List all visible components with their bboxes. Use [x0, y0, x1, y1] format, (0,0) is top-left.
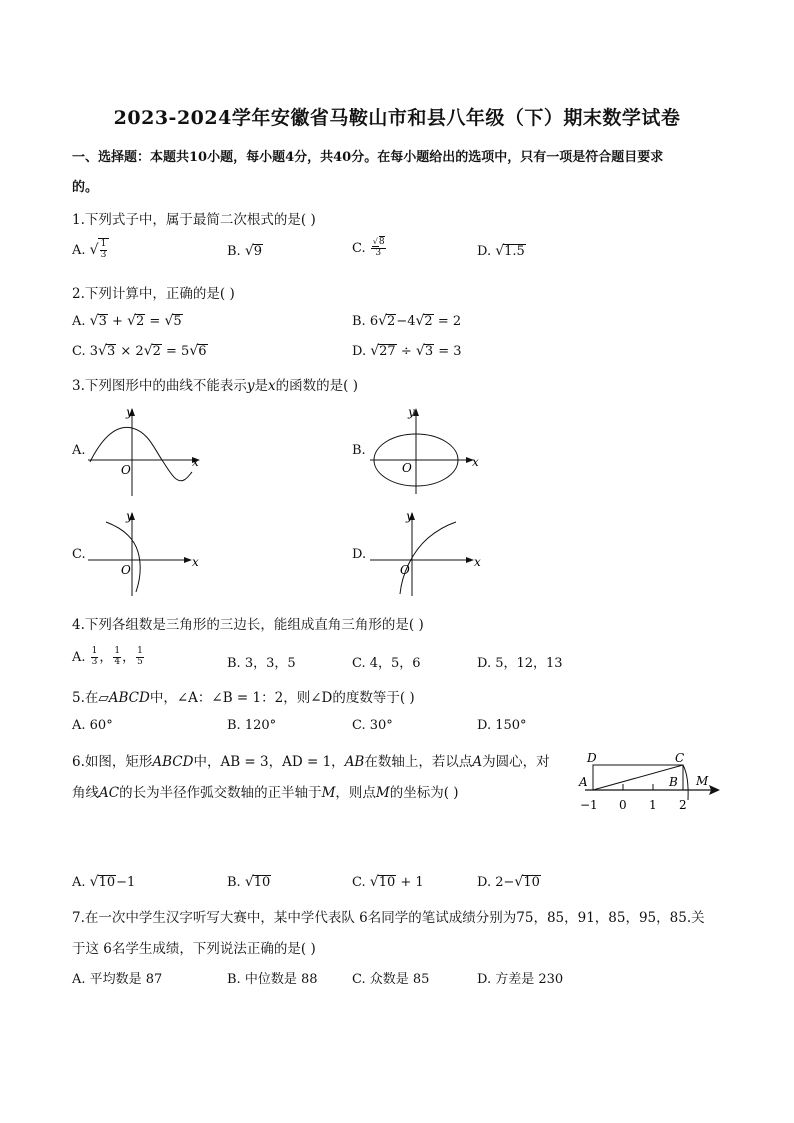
q1-b-radicand: 9: [253, 244, 263, 259]
q6-option-b[interactable]: B. √10: [227, 874, 271, 890]
q1-option-a[interactable]: A. √ $\frac{1}{3}$: [72, 238, 109, 261]
q2-option-c[interactable]: C. 3√3 × 2√2 = 5√6: [72, 343, 207, 359]
q4-stem: 4.下列各组数是三角形的三边长，能组成直角三角形的是( ): [72, 617, 424, 633]
q1-b-label: B.: [227, 244, 241, 259]
q1-a-fraction: $\frac{1}{3}$: [100, 239, 107, 260]
q1-option-c[interactable]: [352, 238, 387, 259]
q6-figure: [575, 748, 725, 816]
q7-stem-line2: 于这 6名学生成绩，下列说法正确的是( ): [72, 941, 316, 957]
q3-graph-d-label[interactable]: D.: [352, 547, 367, 562]
q6-label-d: D: [587, 751, 597, 765]
q6-option-d[interactable]: D. 2−√10: [477, 874, 540, 890]
q6-tick-0: 0: [619, 798, 627, 812]
q3-c-y-label: y: [126, 509, 133, 523]
q6-label-b: B: [669, 775, 678, 789]
q7-option-d[interactable]: D. 方差是 230: [477, 972, 564, 987]
q3-graph-a: [88, 404, 208, 496]
q1-a-label: A.: [72, 242, 86, 258]
q3-stem: 3.下列图形中的曲线不能表示y是x的函数的是( ): [72, 378, 358, 394]
q3-b-y-label: y: [408, 405, 415, 419]
q7-stem-line1: 7.在一次中学生汉字听写大赛中，某中学代表队 6名同学的笔试成绩分别为75，85，91，85，95，85.关: [72, 910, 705, 926]
q6-label-c: C: [675, 751, 685, 765]
q7-option-c[interactable]: C. 众数是 85: [352, 972, 430, 987]
q6-stem-line2: 角线AC的长为半径作弧交数轴的正半轴于M，则点M的坐标为( ): [72, 785, 459, 801]
q1-option-d[interactable]: D. √1.5: [477, 243, 525, 259]
q4-option-d[interactable]: D. 5，12，13: [477, 656, 563, 671]
q3-graph-c-label[interactable]: C.: [72, 547, 86, 562]
q2-option-a[interactable]: A. √3 + √2 = √5: [72, 313, 182, 329]
page-title: 2023-2024学年安徽省马鞍山市和县八年级（下）期末数学试卷: [113, 107, 681, 129]
q3-b-x-label: x: [472, 455, 479, 469]
q1-d-radicand: 1.5: [504, 244, 525, 259]
q7-option-b[interactable]: B. 中位数是 88: [227, 972, 318, 987]
q1-d-label: D.: [477, 244, 492, 259]
q3-d-origin: O: [400, 563, 410, 577]
section-heading-line2: 的。: [72, 180, 99, 195]
q3-d-x-label: x: [474, 555, 481, 569]
q4-option-b[interactable]: B. 3，3，5: [227, 656, 296, 671]
q2-option-d[interactable]: D. √27 ÷ √3 = 3: [352, 343, 462, 359]
q3-c-origin: O: [121, 563, 131, 577]
section-heading-line1: 一、选择题：本题共10小题，每小题4分，共40分。在每小题给出的选项中，只有一项是符合题目要求: [72, 150, 664, 165]
q3-graph-c: [88, 508, 208, 600]
q3-d-y-label: y: [406, 509, 413, 523]
q3-graph-a-label[interactable]: A.: [72, 443, 86, 458]
q1-c-fraction: $\frac{√8}{3}$: [372, 237, 385, 258]
q6-tick-1: 1: [649, 798, 657, 812]
q3-a-x-label: x: [192, 455, 199, 469]
q3-graph-b-label[interactable]: B.: [352, 443, 366, 458]
q6-option-c[interactable]: C. √10 + 1: [352, 874, 424, 890]
q4-option-a[interactable]: A. $\frac{1}{3}$ ， $\frac{1}{4}$ ， $\frac{1}{5}$: [72, 646, 143, 667]
q7-option-a[interactable]: A. 平均数是 87: [72, 972, 163, 987]
q1-c-label: C.: [352, 240, 366, 256]
q4-option-c[interactable]: C. 4，5，6: [352, 656, 421, 671]
q6-stem-line1: 6.如图，矩形ABCD中，AB = 3，AD = 1，AB在数轴上，若以点A为圆心，对: [72, 754, 550, 770]
q2-option-b[interactable]: B. 6√2−4√2 = 2: [352, 313, 462, 329]
q1-option-b[interactable]: B. √9: [227, 243, 263, 259]
q5-option-b[interactable]: B. 120°: [227, 718, 277, 733]
q3-c-x-label: x: [192, 555, 199, 569]
q6-tick-neg1: −1: [580, 798, 598, 812]
q6-label-m: M: [696, 774, 709, 788]
q3-b-origin: O: [402, 461, 412, 475]
q5-option-a[interactable]: A. 60°: [72, 718, 113, 733]
q3-graph-d: [370, 508, 490, 600]
q5-option-d[interactable]: D. 150°: [477, 718, 527, 733]
q2-stem: 2.下列计算中，正确的是( ): [72, 286, 235, 302]
q5-option-c[interactable]: C. 30°: [352, 718, 393, 733]
q6-option-a[interactable]: A. √10−1: [72, 874, 136, 890]
q3-a-origin: O: [121, 463, 131, 477]
q1-stem: 1.下列式子中，属于最简二次根式的是( ): [72, 212, 316, 228]
q6-label-a: A: [579, 775, 588, 789]
q5-stem: 5.在▱ABCD中，∠A：∠B = 1：2，则∠D的度数等于( ): [72, 690, 415, 706]
q3-a-y-label: y: [126, 405, 133, 419]
q3-graph-b: [370, 404, 490, 496]
q6-tick-2: 2: [679, 798, 687, 812]
